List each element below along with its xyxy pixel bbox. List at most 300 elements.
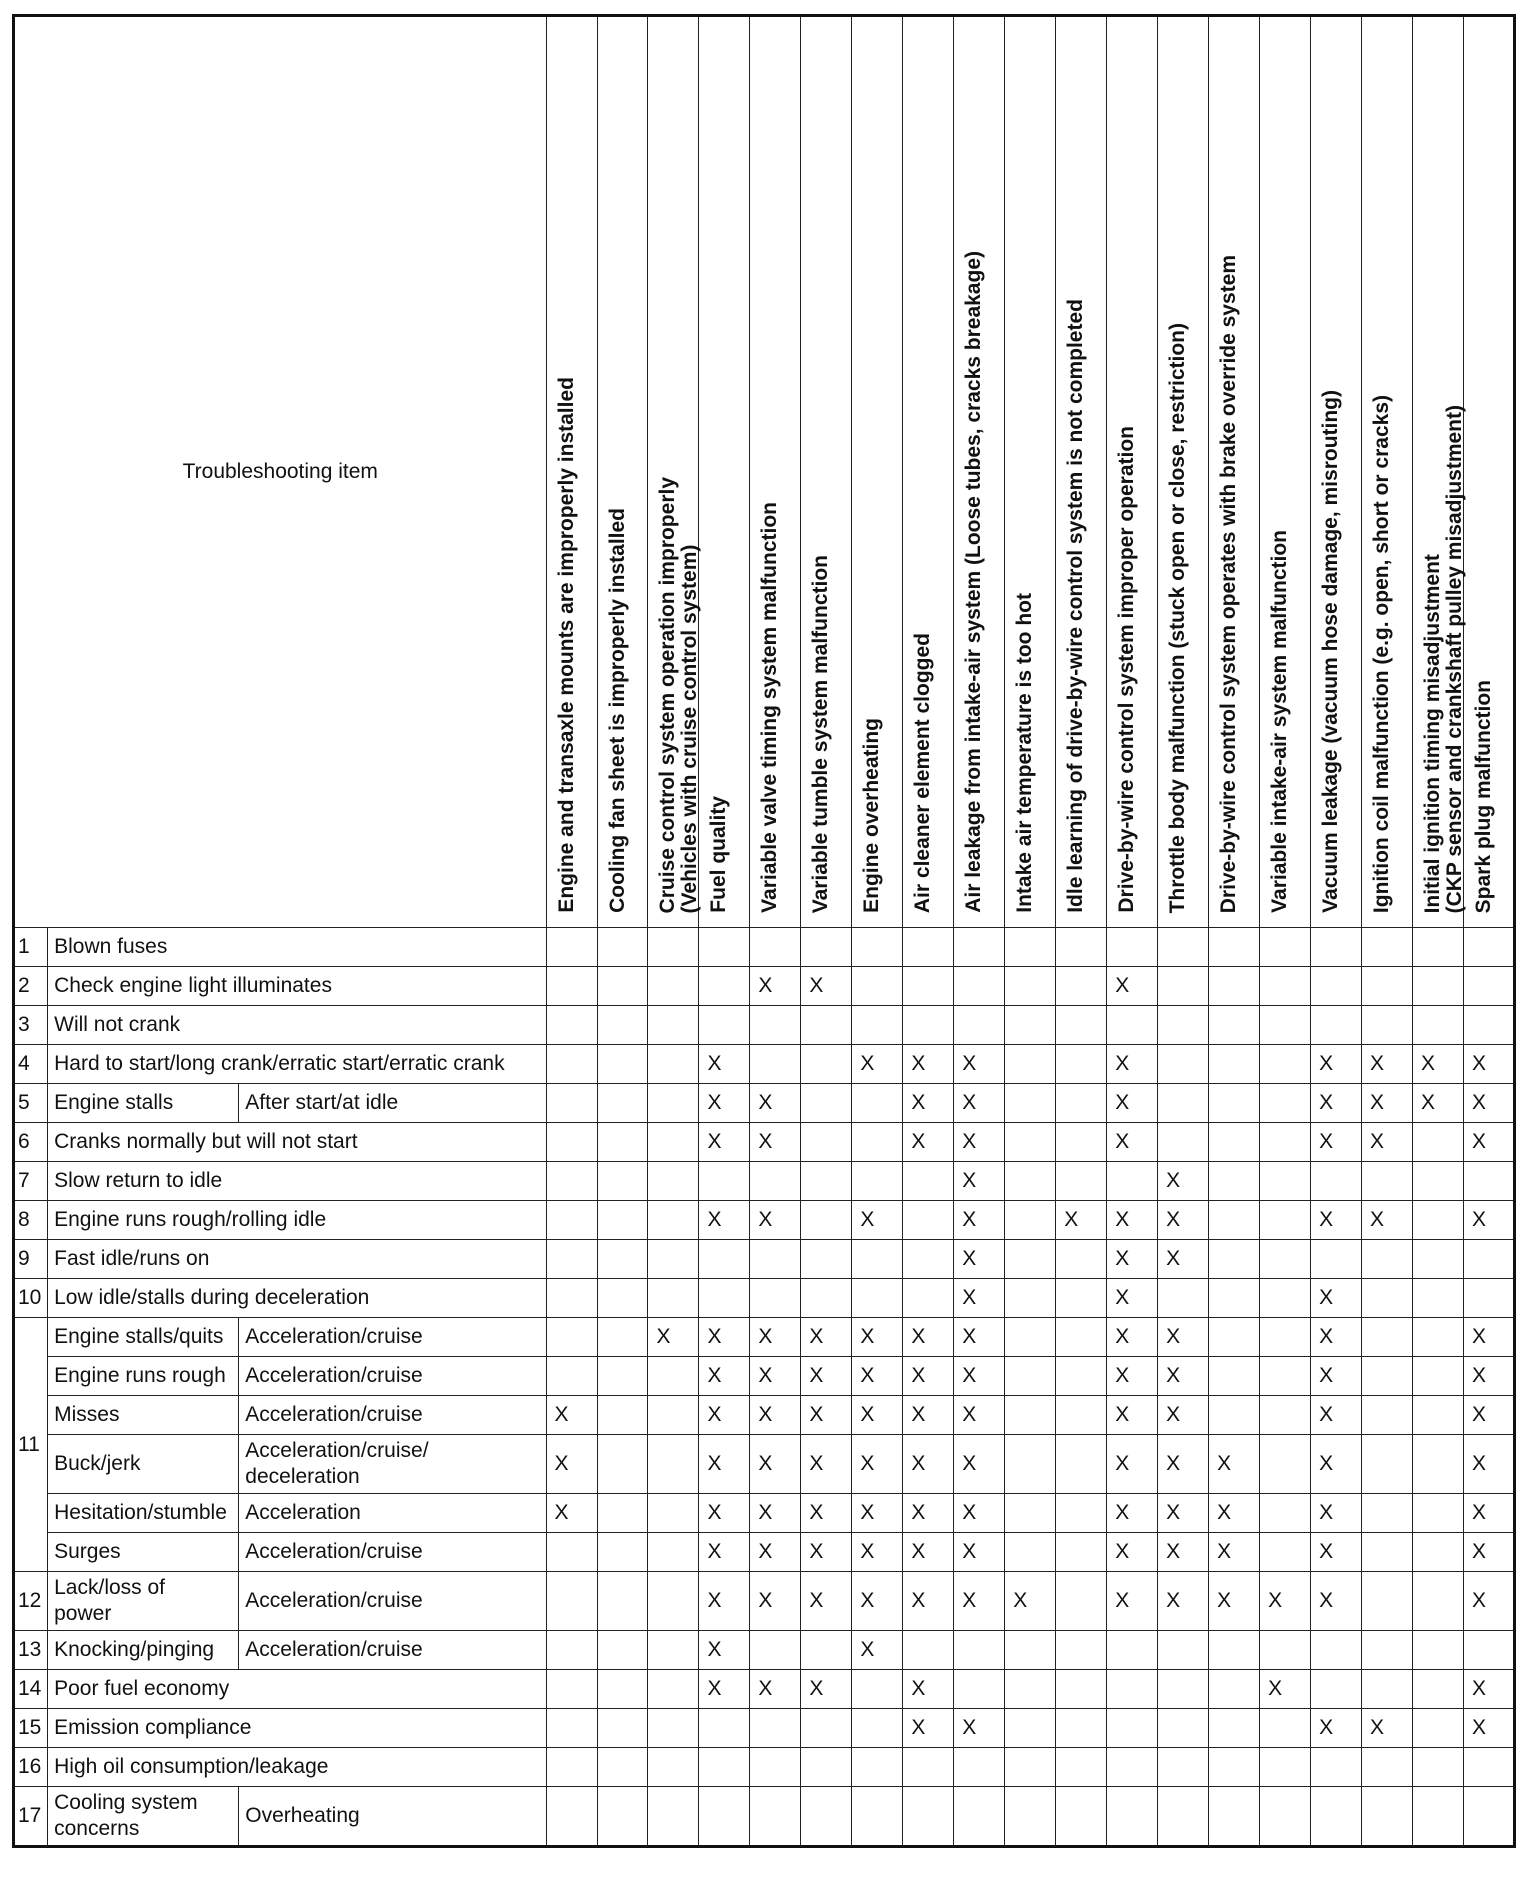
column-header-label: Fuel quality xyxy=(707,796,731,913)
mark-empty xyxy=(1209,1045,1260,1084)
mark-empty xyxy=(597,1279,648,1318)
mark-empty xyxy=(597,1318,648,1357)
mark-x: X xyxy=(903,1318,954,1357)
mark-empty xyxy=(597,1357,648,1396)
mark-empty xyxy=(954,1006,1005,1045)
mark-empty xyxy=(1056,1572,1107,1631)
column-header-label: Drive-by-wire control system improper operation xyxy=(1115,426,1139,913)
mark-empty xyxy=(1413,1670,1464,1709)
mark-x: X xyxy=(1413,1084,1464,1123)
symptom-label: Cooling system concerns xyxy=(48,1787,239,1847)
column-header-label: Engine and transaxle mounts are improperly installed xyxy=(554,377,578,913)
mark-empty xyxy=(699,1748,750,1787)
mark-empty xyxy=(597,1748,648,1787)
column-header-label: Variable valve timing system malfunction xyxy=(758,502,782,913)
column-header xyxy=(1209,16,1260,928)
condition-label: Acceleration/cruise xyxy=(239,1533,546,1572)
column-header xyxy=(903,16,954,928)
mark-empty xyxy=(801,1709,852,1748)
mark-empty xyxy=(1005,1748,1056,1787)
mark-empty xyxy=(801,1045,852,1084)
mark-x: X xyxy=(1463,1201,1514,1240)
mark-empty xyxy=(648,1631,699,1670)
mark-empty xyxy=(801,1240,852,1279)
mark-empty xyxy=(1311,1670,1362,1709)
condition-label: Acceleration/cruise xyxy=(239,1318,546,1357)
mark-empty xyxy=(1463,967,1514,1006)
column-header xyxy=(699,16,750,928)
mark-empty xyxy=(1056,1396,1107,1435)
mark-empty xyxy=(1362,1279,1413,1318)
mark-x: X xyxy=(1107,1357,1158,1396)
column-header xyxy=(597,16,648,928)
mark-x: X xyxy=(750,1201,801,1240)
mark-empty xyxy=(903,1162,954,1201)
mark-empty xyxy=(1413,1494,1464,1533)
mark-empty xyxy=(546,1787,597,1847)
mark-empty xyxy=(1005,1318,1056,1357)
mark-empty xyxy=(648,1748,699,1787)
mark-empty xyxy=(1158,1670,1209,1709)
mark-x: X xyxy=(954,1494,1005,1533)
column-header xyxy=(801,16,852,928)
mark-x: X xyxy=(1107,1123,1158,1162)
mark-empty xyxy=(1158,1748,1209,1787)
mark-empty xyxy=(1362,1396,1413,1435)
mark-x: X xyxy=(750,1533,801,1572)
table-row xyxy=(14,1631,1515,1670)
mark-x: X xyxy=(699,1357,750,1396)
mark-empty xyxy=(1209,928,1260,967)
condition-label: Overheating xyxy=(239,1787,546,1847)
mark-empty xyxy=(1209,1396,1260,1435)
table-row xyxy=(14,1494,1515,1533)
mark-empty xyxy=(1362,1670,1413,1709)
mark-x: X xyxy=(852,1045,903,1084)
mark-empty xyxy=(1463,1279,1514,1318)
mark-x: X xyxy=(1463,1318,1514,1357)
mark-x: X xyxy=(750,967,801,1006)
mark-x: X xyxy=(546,1396,597,1435)
column-header-label: Variable intake-air system malfunction xyxy=(1268,530,1292,913)
mark-x: X xyxy=(1311,1357,1362,1396)
mark-empty xyxy=(1209,1709,1260,1748)
table-row xyxy=(14,928,1515,967)
mark-empty xyxy=(852,1787,903,1847)
column-header-label: Drive-by-wire control system operates with brake override system xyxy=(1217,254,1241,913)
mark-empty xyxy=(1056,1748,1107,1787)
mark-empty xyxy=(801,1748,852,1787)
mark-empty xyxy=(1158,928,1209,967)
mark-x: X xyxy=(1209,1572,1260,1631)
mark-empty xyxy=(1260,1533,1311,1572)
mark-empty xyxy=(852,1670,903,1709)
mark-empty xyxy=(546,967,597,1006)
row-number: 4 xyxy=(14,1045,48,1084)
mark-x: X xyxy=(1362,1709,1413,1748)
mark-empty xyxy=(648,1709,699,1748)
mark-x: X xyxy=(1209,1533,1260,1572)
table-row xyxy=(14,967,1515,1006)
mark-x: X xyxy=(1463,1709,1514,1748)
row-number: 2 xyxy=(14,967,48,1006)
mark-x: X xyxy=(903,1396,954,1435)
mark-empty xyxy=(546,1084,597,1123)
table-row xyxy=(14,1357,1515,1396)
mark-x: X xyxy=(1362,1045,1413,1084)
mark-empty xyxy=(546,1123,597,1162)
mark-x: X xyxy=(1158,1494,1209,1533)
mark-x: X xyxy=(1107,1279,1158,1318)
mark-x: X xyxy=(954,1396,1005,1435)
mark-empty xyxy=(954,967,1005,1006)
column-header-label: Engine overheating xyxy=(860,718,884,913)
column-header-label: Spark plug malfunction xyxy=(1471,679,1495,913)
mark-empty xyxy=(1260,1201,1311,1240)
column-header xyxy=(954,16,1005,928)
mark-empty xyxy=(1056,1279,1107,1318)
mark-empty xyxy=(1005,1240,1056,1279)
mark-x: X xyxy=(1158,1533,1209,1572)
mark-empty xyxy=(546,1045,597,1084)
mark-empty xyxy=(852,1006,903,1045)
symptom-label: High oil consumption/leakage xyxy=(48,1748,546,1787)
mark-empty xyxy=(1107,1748,1158,1787)
column-header-label: Intake air temperature is too hot xyxy=(1013,593,1037,913)
mark-empty xyxy=(1107,1162,1158,1201)
mark-x: X xyxy=(1311,1435,1362,1494)
mark-empty xyxy=(801,1123,852,1162)
mark-empty xyxy=(750,1631,801,1670)
mark-empty xyxy=(1311,1240,1362,1279)
mark-empty xyxy=(1005,1709,1056,1748)
mark-empty xyxy=(1005,1631,1056,1670)
symptom-label: Blown fuses xyxy=(48,928,546,967)
mark-empty xyxy=(1005,1396,1056,1435)
column-header xyxy=(1311,16,1362,928)
column-header xyxy=(546,16,597,928)
mark-empty xyxy=(1209,1201,1260,1240)
mark-x: X xyxy=(750,1318,801,1357)
table-row xyxy=(14,1396,1515,1435)
mark-empty xyxy=(750,1240,801,1279)
mark-x: X xyxy=(801,1670,852,1709)
mark-empty xyxy=(1005,1494,1056,1533)
mark-empty xyxy=(648,1572,699,1631)
mark-empty xyxy=(1413,1572,1464,1631)
mark-empty xyxy=(597,1045,648,1084)
mark-x: X xyxy=(954,1162,1005,1201)
mark-empty xyxy=(801,1006,852,1045)
mark-empty xyxy=(1311,1162,1362,1201)
mark-empty xyxy=(1463,1787,1514,1847)
mark-empty xyxy=(801,1279,852,1318)
mark-empty xyxy=(1056,967,1107,1006)
mark-empty xyxy=(648,1396,699,1435)
mark-empty xyxy=(597,1396,648,1435)
mark-x: X xyxy=(903,1572,954,1631)
mark-empty xyxy=(1158,1045,1209,1084)
row-number: 9 xyxy=(14,1240,48,1279)
row-number: 15 xyxy=(14,1709,48,1748)
mark-empty xyxy=(1260,1709,1311,1748)
mark-empty xyxy=(1260,1494,1311,1533)
mark-x: X xyxy=(1107,1533,1158,1572)
mark-x: X xyxy=(1311,1201,1362,1240)
mark-empty xyxy=(1362,1494,1413,1533)
mark-empty xyxy=(1362,1748,1413,1787)
mark-empty xyxy=(852,928,903,967)
column-header xyxy=(648,16,702,928)
mark-empty xyxy=(852,1084,903,1123)
mark-empty xyxy=(1413,1631,1464,1670)
mark-empty xyxy=(699,1709,750,1748)
mark-empty xyxy=(1107,1787,1158,1847)
mark-empty xyxy=(699,1279,750,1318)
mark-x: X xyxy=(750,1123,801,1162)
row-number: 13 xyxy=(14,1631,48,1670)
mark-empty xyxy=(1260,1240,1311,1279)
mark-empty xyxy=(699,928,750,967)
mark-empty xyxy=(1209,1084,1260,1123)
mark-empty xyxy=(597,1572,648,1631)
mark-x: X xyxy=(954,1045,1005,1084)
mark-x: X xyxy=(1463,1123,1514,1162)
mark-empty xyxy=(1209,1357,1260,1396)
mark-x: X xyxy=(699,1201,750,1240)
mark-empty xyxy=(699,967,750,1006)
mark-x: X xyxy=(750,1435,801,1494)
mark-x: X xyxy=(852,1631,903,1670)
mark-empty xyxy=(648,967,699,1006)
mark-empty xyxy=(801,928,852,967)
mark-x: X xyxy=(1463,1670,1514,1709)
troubleshooting-table xyxy=(12,14,1516,1848)
mark-empty xyxy=(648,1201,699,1240)
symptom-label: Poor fuel economy xyxy=(48,1670,546,1709)
mark-empty xyxy=(954,928,1005,967)
mark-empty xyxy=(1056,1123,1107,1162)
mark-empty xyxy=(1158,1787,1209,1847)
mark-empty xyxy=(648,1240,699,1279)
mark-empty xyxy=(1056,1045,1107,1084)
mark-empty xyxy=(1413,1240,1464,1279)
mark-x: X xyxy=(1107,1240,1158,1279)
mark-empty xyxy=(1209,1240,1260,1279)
mark-empty xyxy=(1056,1709,1107,1748)
symptom-label: Cranks normally but will not start xyxy=(48,1123,546,1162)
mark-x: X xyxy=(1413,1045,1464,1084)
mark-empty xyxy=(546,1240,597,1279)
mark-empty xyxy=(1413,1318,1464,1357)
mark-x: X xyxy=(699,1045,750,1084)
mark-empty xyxy=(903,1748,954,1787)
mark-empty xyxy=(852,1162,903,1201)
mark-x: X xyxy=(1311,1396,1362,1435)
mark-empty xyxy=(1463,1240,1514,1279)
table-row xyxy=(14,1787,1515,1847)
mark-empty xyxy=(1311,1748,1362,1787)
mark-empty xyxy=(1158,1084,1209,1123)
mark-empty xyxy=(1362,1240,1413,1279)
mark-empty xyxy=(852,1279,903,1318)
mark-empty xyxy=(852,1240,903,1279)
table-row xyxy=(14,1318,1515,1357)
mark-empty xyxy=(1260,1123,1311,1162)
mark-empty xyxy=(597,1006,648,1045)
mark-x: X xyxy=(903,1123,954,1162)
mark-empty xyxy=(597,928,648,967)
mark-x: X xyxy=(1158,1318,1209,1357)
mark-x: X xyxy=(852,1318,903,1357)
mark-empty xyxy=(1260,1279,1311,1318)
mark-empty xyxy=(1362,1435,1413,1494)
mark-empty xyxy=(546,1006,597,1045)
mark-empty xyxy=(597,1435,648,1494)
mark-x: X xyxy=(1107,1201,1158,1240)
mark-empty xyxy=(1056,1162,1107,1201)
mark-empty xyxy=(1260,967,1311,1006)
mark-x: X xyxy=(750,1396,801,1435)
mark-empty xyxy=(699,1787,750,1847)
mark-empty xyxy=(699,1240,750,1279)
mark-empty xyxy=(801,1084,852,1123)
column-header-label: Idle learning of drive-by-wire control system is not completed xyxy=(1064,299,1088,913)
mark-empty xyxy=(1260,928,1311,967)
mark-empty xyxy=(1056,1084,1107,1123)
row-number: 14 xyxy=(14,1670,48,1709)
column-header xyxy=(1413,16,1464,928)
mark-empty xyxy=(1158,1709,1209,1748)
mark-empty xyxy=(1463,1162,1514,1201)
mark-empty xyxy=(1056,1318,1107,1357)
mark-empty xyxy=(597,1494,648,1533)
row-number: 10 xyxy=(14,1279,48,1318)
mark-empty xyxy=(1209,1006,1260,1045)
mark-x: X xyxy=(1209,1494,1260,1533)
column-header xyxy=(750,16,801,928)
mark-x: X xyxy=(1107,1494,1158,1533)
mark-empty xyxy=(1413,1435,1464,1494)
mark-x: X xyxy=(750,1572,801,1631)
mark-empty xyxy=(597,1084,648,1123)
mark-empty xyxy=(597,967,648,1006)
mark-x: X xyxy=(903,1533,954,1572)
mark-x: X xyxy=(1260,1572,1311,1631)
mark-empty xyxy=(903,928,954,967)
mark-empty xyxy=(1413,1279,1464,1318)
mark-empty xyxy=(1005,967,1056,1006)
mark-empty xyxy=(597,1670,648,1709)
mark-empty xyxy=(801,1162,852,1201)
mark-empty xyxy=(1005,1045,1056,1084)
mark-empty xyxy=(1413,1006,1464,1045)
mark-empty xyxy=(546,928,597,967)
row-number: 11 xyxy=(14,1318,48,1572)
mark-empty xyxy=(1056,1631,1107,1670)
mark-empty xyxy=(954,1670,1005,1709)
mark-empty xyxy=(597,1162,648,1201)
mark-x: X xyxy=(1463,1396,1514,1435)
column-header-label: Cooling fan sheet is improperly installed xyxy=(605,508,629,913)
mark-empty xyxy=(1209,1279,1260,1318)
mark-empty xyxy=(903,1787,954,1847)
condition-label: Acceleration/cruise xyxy=(239,1396,546,1435)
mark-empty xyxy=(903,967,954,1006)
table-row xyxy=(14,1435,1515,1494)
column-header xyxy=(1005,16,1056,928)
mark-empty xyxy=(1260,1084,1311,1123)
mark-x: X xyxy=(750,1084,801,1123)
mark-x: X xyxy=(903,1709,954,1748)
mark-empty xyxy=(1056,1435,1107,1494)
mark-empty xyxy=(1005,1533,1056,1572)
mark-empty xyxy=(1158,1123,1209,1162)
mark-empty xyxy=(903,1201,954,1240)
troubleshooting-item-header: Troubleshooting item xyxy=(14,16,547,928)
mark-empty xyxy=(546,1162,597,1201)
mark-x: X xyxy=(954,1435,1005,1494)
mark-x: X xyxy=(903,1670,954,1709)
mark-empty xyxy=(1311,1787,1362,1847)
mark-empty xyxy=(750,1279,801,1318)
mark-empty xyxy=(1005,1670,1056,1709)
mark-x: X xyxy=(801,1435,852,1494)
mark-x: X xyxy=(1311,1045,1362,1084)
mark-x: X xyxy=(1107,1435,1158,1494)
mark-empty xyxy=(852,1748,903,1787)
column-header-label: Vacuum leakage (vacuum hose damage, misrouting) xyxy=(1319,390,1343,913)
mark-x: X xyxy=(903,1357,954,1396)
mark-x: X xyxy=(699,1396,750,1435)
mark-empty xyxy=(1413,1357,1464,1396)
mark-x: X xyxy=(801,1533,852,1572)
mark-x: X xyxy=(852,1572,903,1631)
mark-x: X xyxy=(1311,1709,1362,1748)
mark-x: X xyxy=(954,1709,1005,1748)
mark-empty xyxy=(546,1533,597,1572)
column-header xyxy=(1362,16,1413,928)
mark-empty xyxy=(1413,967,1464,1006)
mark-x: X xyxy=(954,1201,1005,1240)
mark-empty xyxy=(648,928,699,967)
mark-empty xyxy=(1158,1006,1209,1045)
mark-empty xyxy=(1056,1494,1107,1533)
mark-x: X xyxy=(1311,1494,1362,1533)
mark-empty xyxy=(597,1787,648,1847)
symptom-label: Buck/jerk xyxy=(48,1435,239,1494)
mark-x: X xyxy=(1209,1435,1260,1494)
mark-empty xyxy=(1056,1670,1107,1709)
mark-x: X xyxy=(750,1494,801,1533)
mark-empty xyxy=(1362,1006,1413,1045)
mark-x: X xyxy=(1107,1318,1158,1357)
row-number: 3 xyxy=(14,1006,48,1045)
mark-empty xyxy=(1005,1084,1056,1123)
mark-x: X xyxy=(903,1045,954,1084)
mark-empty xyxy=(648,1494,699,1533)
mark-x: X xyxy=(1463,1533,1514,1572)
mark-empty xyxy=(1413,1787,1464,1847)
mark-empty xyxy=(1362,1787,1413,1847)
mark-empty xyxy=(648,1162,699,1201)
mark-empty xyxy=(1005,1787,1056,1847)
symptom-label: Hard to start/long crank/erratic start/erratic crank xyxy=(48,1045,546,1084)
mark-empty xyxy=(648,1533,699,1572)
mark-empty xyxy=(1463,1631,1514,1670)
mark-empty xyxy=(1005,1279,1056,1318)
row-number: 8 xyxy=(14,1201,48,1240)
